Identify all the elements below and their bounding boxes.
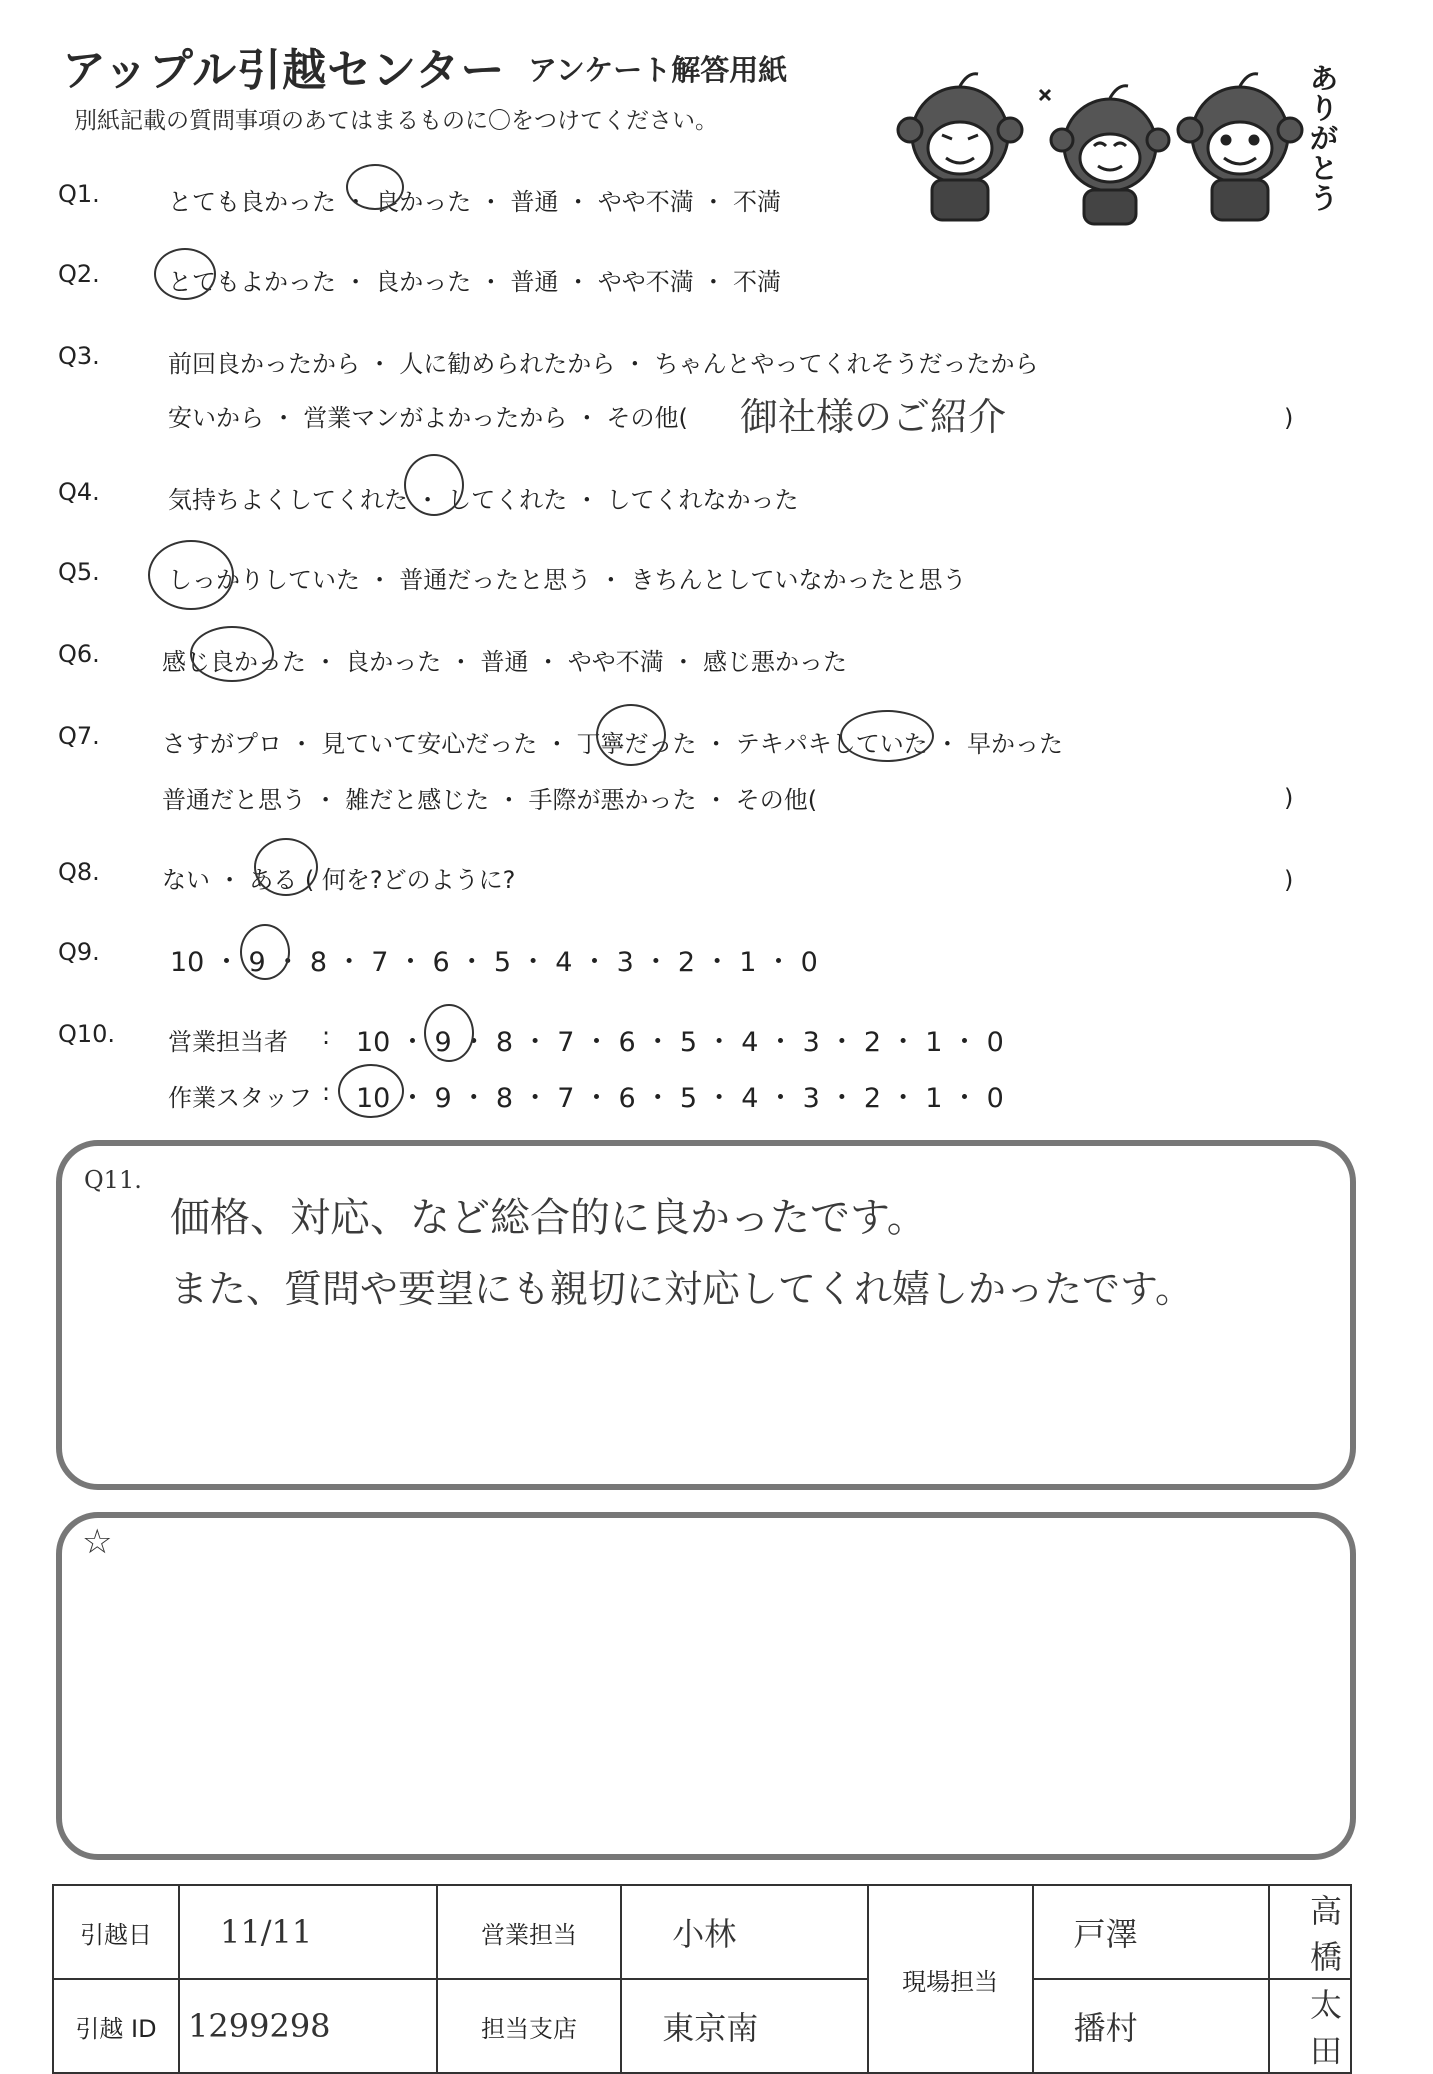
q3-options-line2: 安いから ・ 営業マンがよかったから ・ その他( (168, 404, 688, 432)
q8-answer-circle (254, 838, 318, 896)
form-subtitle: アンケート解答用紙 (528, 53, 788, 87)
sales-rep-value: 小林 (621, 1885, 867, 1979)
q3-other-answer: 御社様のご紹介 (740, 395, 1007, 439)
q10-sales-scale: 10 ・ 9 ・ 8 ・ 7 ・ 6 ・ 5 ・ 4 ・ 3 ・ 2 ・ 1 ・ 0 (356, 1027, 1004, 1058)
branch-value: 東京南 (621, 1979, 867, 2073)
q5-answer-circle (148, 540, 234, 610)
moving-id-label: 引越 ID (53, 1979, 179, 2073)
thanks-text: ありがとう (1310, 62, 1339, 215)
q8-close-paren: ) (1284, 866, 1294, 894)
q5-options: しっかりしていた ・ 普通だったと思う ・ きちんとしていなかったと思う (168, 566, 967, 594)
q11-comment-line1: 価格、対応、など総合的に良かったです。 (170, 1195, 927, 1241)
star-icon: ☆ (82, 1522, 113, 1562)
q9-label: Q9. (58, 938, 100, 966)
footer-info-table (52, 1884, 1352, 2074)
moving-date-value: 11/11 (179, 1885, 437, 1979)
q10-sales-colon: : (322, 1022, 331, 1050)
q4-answer-circle (404, 454, 464, 516)
site-staff-label: 現場担当 (868, 1885, 1033, 2073)
q4-label: Q4. (58, 478, 100, 506)
q8-label: Q8. (58, 858, 100, 886)
q9-answer-circle (240, 924, 290, 980)
q5-label: Q5. (58, 558, 100, 586)
q10-sales-answer-circle (424, 1004, 474, 1062)
q1-answer-circle (346, 164, 404, 210)
q7-close-paren: ) (1284, 784, 1294, 812)
star-comment-box (56, 1512, 1356, 1860)
q10-sales-label: 営業担当者 (168, 1028, 288, 1056)
q2-answer-circle (154, 248, 216, 300)
q7-label: Q7. (58, 722, 100, 750)
q2-options: とてもよかった ・ 良かった ・ 普通 ・ やや不満 ・ 不満 (168, 268, 782, 296)
company-title: アップル引越センター (62, 45, 506, 96)
q6-options: 感じ良かった ・ 良かった ・ 普通 ・ やや不満 ・ 感じ悪かった (162, 648, 848, 676)
q10-staff-label: 作業スタッフ (168, 1084, 312, 1112)
mascot-illustration (880, 50, 1340, 230)
sales-rep-label: 営業担当 (437, 1885, 622, 1979)
q1-label: Q1. (58, 180, 100, 208)
q7-answer-circle-2 (840, 710, 934, 762)
moving-id-value: 1299298 (179, 1979, 437, 2073)
q6-answer-circle (190, 626, 274, 682)
q7-options-line1: さすがプロ ・ 見ていて安心だった ・ 丁寧だった ・ テキパキしていた ・ 早かった (162, 730, 1064, 758)
q10-staff-scale: 10 ・ 9 ・ 8 ・ 7 ・ 6 ・ 5 ・ 4 ・ 3 ・ 2 ・ 1 ・ 0 (356, 1083, 1004, 1114)
q10-staff-colon: : (322, 1078, 331, 1106)
q4-options: 気持ちよくしてくれた ・ してくれた ・ してくれなかった (168, 486, 799, 514)
q8-options: ない ・ ある ( 何を?どのように? (162, 866, 516, 894)
site-staff-1: 戸澤 (1033, 1885, 1269, 1979)
q3-label: Q3. (58, 342, 100, 370)
q3-options-line1: 前回良かったから ・ 人に勧められたから ・ ちゃんとやってくれそうだったから (168, 350, 1039, 378)
site-staff-3: 播村 (1033, 1979, 1269, 2073)
instruction-text: 別紙記載の質問事項のあてはまるものに〇をつけてください。 (74, 108, 718, 134)
q11-label: Q11. (84, 1166, 142, 1194)
q10-staff-answer-circle (338, 1064, 404, 1118)
q1-options: とても良かった ・ 良かった ・ 普通 ・ やや不満 ・ 不満 (168, 188, 782, 216)
moving-date-label: 引越日 (53, 1885, 179, 1979)
q10-label: Q10. (58, 1020, 116, 1048)
branch-label: 担当支店 (437, 1979, 622, 2073)
q3-close-paren: ) (1284, 404, 1294, 432)
site-staff-2: 高橋 (1269, 1885, 1351, 1979)
q9-scale: 10 ・ 9 ・ 8 ・ 7 ・ 6 ・ 5 ・ 4 ・ 3 ・ 2 ・ 1 ・ 0 (170, 947, 818, 978)
q7-answer-circle-1 (596, 704, 666, 766)
q11-comment-line2: また、質問や要望にも親切に対応してくれ嬉しかったです。 (170, 1267, 1193, 1311)
q7-options-line2: 普通だと思う ・ 雑だと感じた ・ 手際が悪かった ・ その他( (162, 786, 818, 814)
site-staff-4: 太田 (1269, 1979, 1351, 2073)
q2-label: Q2. (58, 260, 100, 288)
q6-label: Q6. (58, 640, 100, 668)
